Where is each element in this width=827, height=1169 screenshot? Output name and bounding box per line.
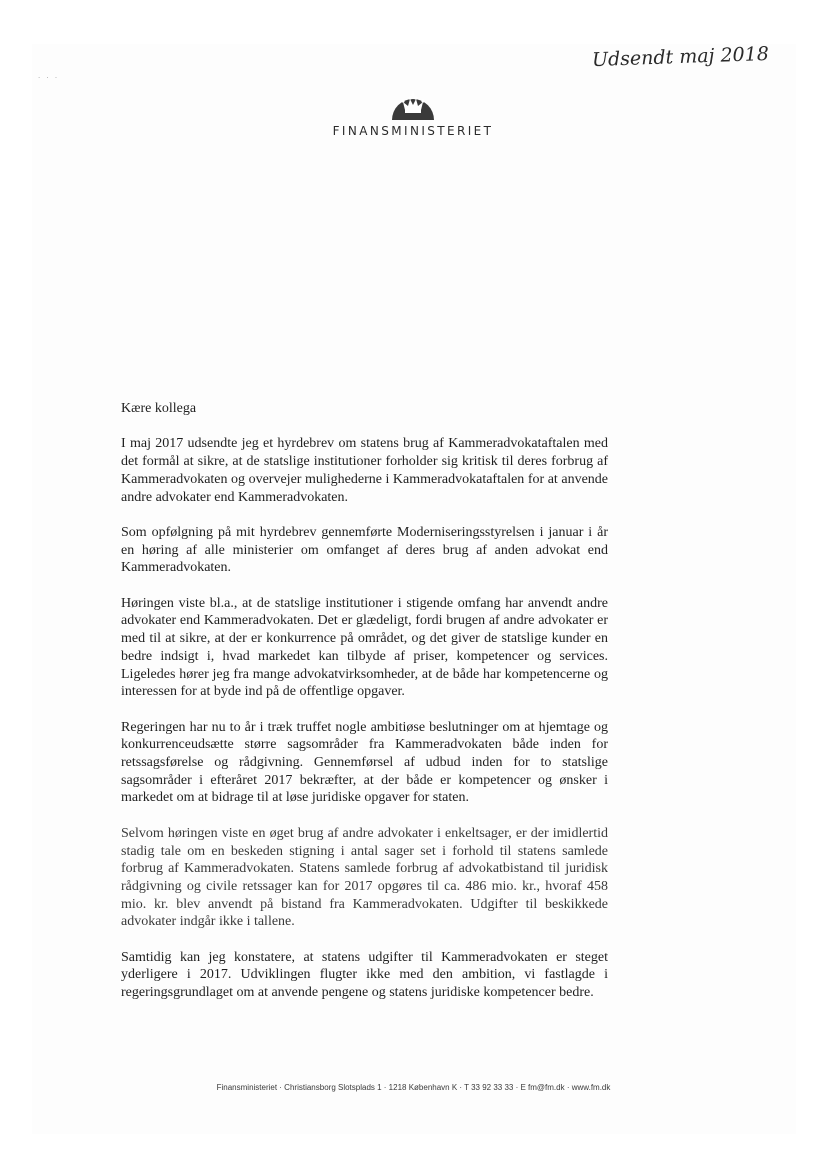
handwritten-note: Udsendt maj 2018	[591, 42, 770, 72]
paragraph: Samtidig kan jeg konstatere, at statens udgifter til Kammeradvokaten er steget yderligere i 2017. Udviklingen flugter ikke med den ambition, vi fastlagde i regeringsgrundlaget om at anvende pengene og statens juridiske kompetencer bedre.	[121, 949, 608, 1001]
paragraph: Regeringen har nu to år i træk truffet nogle ambitiøse beslutninger om at hjemtage og konkurrenceudsætte større sagsområder fra Kammeradvokaten både inden for retssagsførelse og rådgivning. Gennemførsel af udbud inden for to statslige sagsområder i efteråret 2017 bekræfter, at der både er kompetencer og ønsker i markedet om at bidrage til at løse juridiske opgaver for staten.	[121, 719, 608, 806]
letter-body	[121, 400, 608, 1020]
footer-address: Finansministeriet · Christiansborg Slotsplads 1 · 1218 København K · T 33 92 33 33 · E fm@fm.dk · www.fm.dk	[216, 1083, 611, 1092]
paragraph: I maj 2017 udsendte jeg et hyrdebrev om statens brug af Kammeradvokataftalen med det formål at sikre, at de statslige institutioner forholder sig kritisk til deres forbrug af Kammeradvokaten og overvejer mulighederne i Kammeradvokataftalen for at anvende andre advokater end Kammeradvokaten.	[121, 436, 608, 505]
ministry-name: FINANSMINISTERIET	[332, 124, 494, 138]
paragraph: Høringen viste bl.a., at de statslige institutioner i stigende omfang har anvendt andre advokater end Kammeradvokaten. Det er glædeligt, fordi brugen af andre advokater er med til at sikre, at der er konkurrence på området, og det giver de statslige kunder en bedre indsigt i, hvad markedet kan tilbyde af priser, kompetencer og services. Ligeledes hører jeg fra mange advokatvirksomheder, at de både har kompetencerne og interessen for at byde ind på de offentlige opgaver.	[121, 595, 608, 700]
paragraph: Selvom høringen viste en øget brug af andre advokater i enkeltsager, er der imidlertid stadig tale om en beskeden stigning i antal sager set i forhold til statens samlede forbrug af Kammeradvokaten. Statens samlede forbrug af advokatbistand til juridisk rådgivning og civile retssager kan for 2017 opgøres til ca. 486 mio. kr., hvoraf 458 mio. kr. blev anvendt på bistand fra Kammeradvokaten. Udgifter til beskikkede advokater indgår ikke i tallene.	[121, 825, 608, 930]
paragraph: Som opfølgning på mit hyrdebrev gennemførte Moderniseringsstyrelsen i januar i år en høring af alle ministerier om omfanget af deres brug af anden advokat end Kammeradvokaten.	[121, 524, 608, 576]
scan-specks: · · ·	[38, 74, 60, 82]
crown-icon	[390, 90, 436, 120]
salutation: Kære kollega	[121, 401, 197, 416]
